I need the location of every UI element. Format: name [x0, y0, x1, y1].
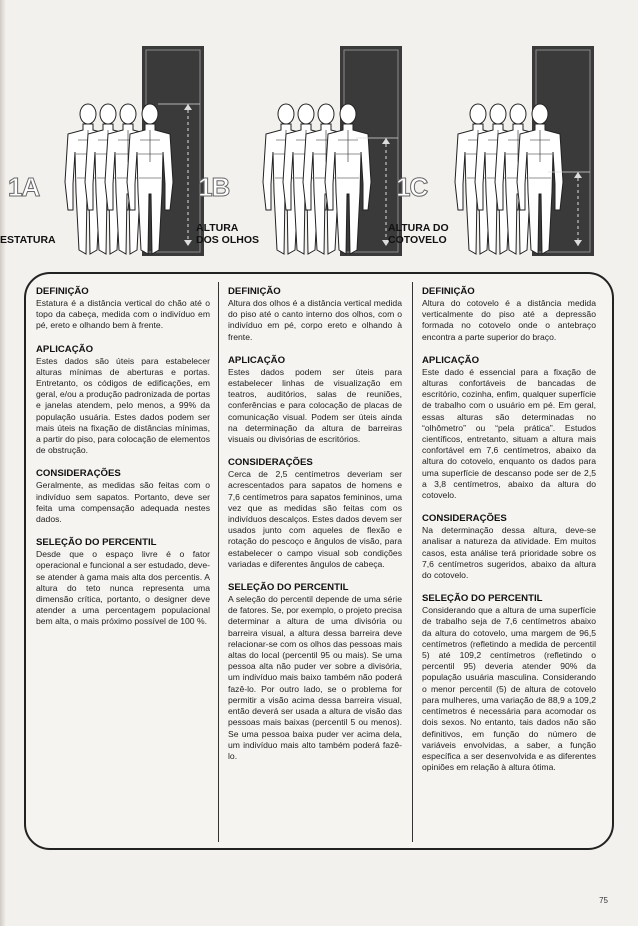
- page-number: 75: [599, 896, 608, 905]
- section-text: A seleção do percentil depende de uma série de fatores. Se, por exemplo, o projeto precisa determinar a altura de uma divisória ou barreira visual, a altura dessa barreira deve relacionar-se com os olhos das pessoas mais altas do local (percentil 95 ou mais). Se uma pessoa alta não puder ver sobre a divisória, um indivíduo mais baixo também não poderá fazê-lo. Por outro lado, se o problema for permitir a visão acima dessa barreira visual, então deverá ser usada a altura de visão das pessoas mais baixas (percentil 5 ou menos). Se uma pessoa baixa puder ver acima dela, um indivíduo mais alto também poderá fazê-lo.: [228, 594, 402, 761]
- figure-1b: [196, 42, 411, 257]
- section-text: Desde que o espaço livre é o fator operacional e funcional a ser estudado, deve-se atender à gama mais alta dos percentis. A altura do teto nunca representa uma dimensão crítica, portanto, o designer deve atender a uma percentagem populacional bem alta, o mais próximo possível de 100 %.: [36, 549, 210, 627]
- figure-label-line: ALTURA DO: [388, 222, 449, 234]
- section-heading: SELEÇÃO DO PERCENTIL: [228, 582, 349, 594]
- section-text: Este dado é essencial para a fixação de alturas confortáveis de bancadas de escritório, cozinha, enfim, qualquer superfície de trabalho com o usuário em pé. Em geral, essas alturas são determinadas no “olhômetro” ou “pela prática”. Estudos científicos, entretanto, situam a altura mais confortável em 7,6 centímetros, abaixo da altura do cotovelo, enquanto os dados para uma superfície de descanso pode ser de 2,5 a 3,8 centímetros, abaixo da altura do cotovelo.: [422, 366, 596, 501]
- section-text: Considerando que a altura de uma superfície de trabalho seja de 7,6 centímetros abaixo da altura do cotovelo, uma margem de 96,5 centímetros (refletindo a medida de percentil 5) até 109,2 centímetros (refletindo o percentil 95) deveria atender 90% da população usuária masculina. Considerando o menor percentil (5) de altura de cotovelo para mulheres, uma variação de 88,9 a 109,2 centímetros é necessária para acomodar os dois sexos. No entanto, tais dados não são definitivos, em função do número de variáveis envolvidas, a saber, a função específica a ser desenvolvida e as diferentes opiniões em relação à altura ótima.: [422, 605, 596, 773]
- figure-number: 1B: [198, 172, 230, 202]
- section-heading: CONSIDERAÇÕES: [422, 513, 507, 525]
- figure-label: [196, 222, 259, 246]
- section-heading: APLICAÇÃO: [36, 343, 94, 355]
- section-heading: SELEÇÃO DO PERCENTIL: [422, 593, 543, 605]
- figure-number: 1A: [8, 172, 40, 202]
- section-text: Estes dados podem ser úteis para estabelecer linhas de visualização em teatros, auditórios, salas de reuniões, conferências e para colocação de placas de comunicação visual. Podem ser úteis ainda na determinação da altura de barreiras visuais ou divisórias de escritórios.: [228, 366, 402, 445]
- section-text: Na determinação dessa altura, deve-se analisar a natureza da atividade. Em muitos casos, esta análise terá prioridade sobre os 7,6 centímetros sugeridos, abaixo da altura do cotovelo.: [422, 525, 596, 581]
- text-column: [422, 286, 596, 785]
- figure-number: 1C: [396, 172, 428, 202]
- page-edge-shadow: [0, 0, 6, 926]
- section-text: Altura dos olhos é a distância vertical medida do piso até o canto interno dos olhos, com o indivíduo em pé, corpo ereto e olhando à frente.: [228, 298, 402, 342]
- section-heading: CONSIDERAÇÕES: [228, 457, 313, 469]
- section-heading: DEFINIÇÃO: [422, 286, 475, 297]
- section-heading: APLICAÇÃO: [422, 354, 480, 366]
- figure-label-line: DOS OLHOS: [196, 234, 260, 246]
- section-text: Altura do cotovelo é a distância medida verticalmente do piso até a depressão formada no cotovelo onde o antebraço encontra a parte superior do braço.: [422, 298, 596, 342]
- figure-label-line: COTOVELO: [388, 234, 447, 246]
- figure-label-line: ESTATURA: [0, 234, 56, 246]
- section-heading: DEFINIÇÃO: [228, 286, 281, 297]
- section-text: Estatura é a distância vertical do chão até o topo da cabeça, medida com o indivíduo em pé, ereto e olhando bem à frente.: [36, 298, 210, 331]
- section-heading: DEFINIÇÃO: [36, 286, 89, 297]
- section-text: Cerca de 2,5 centímetros deveriam ser acrescentados para sapatos de homens e 7,6 centímetros para sapatos femininos, uma vez que as medidas são feitas com os indivíduos descalços. Estes dados devem ser usados junto com aqueles de flexão e rotação do pescoço e ângulos de visão, para estabelecer o campo visual sob condições variadas e diferentes ângulos de cabeça.: [228, 469, 402, 569]
- section-heading: CONSIDERAÇÕES: [36, 468, 121, 480]
- figure-label-line: ALTURA: [196, 222, 239, 234]
- column-divider: [218, 282, 219, 842]
- text-column: [36, 286, 210, 640]
- section-text: Estes dados são úteis para estabelecer alturas mínimas de aberturas e portas. Entretanto, os códigos de edificações, em geral, e/ou a produção padronizada de portas e janelas atendem, pelo menos, a 99% da população usuária. Estes dados podem ser mais úteis na fixação de distâncias mínimas, a partir do piso, para colocação de elementos de obstrução.: [36, 355, 210, 456]
- figure-label: [0, 234, 56, 246]
- figure-1c: [388, 42, 603, 257]
- column-divider: [412, 282, 413, 842]
- text-panel: [24, 272, 614, 850]
- figure-label: [388, 222, 449, 246]
- text-column: [228, 286, 402, 774]
- anthropometric-figure-illustration: [28, 42, 213, 257]
- section-heading: APLICAÇÃO: [228, 354, 286, 366]
- figure-1a: [0, 42, 213, 257]
- section-text: Geralmente, as medidas são feitas com o indivíduo sem sapatos. Portanto, deve ser feita uma compensação adequada nestes dados.: [36, 480, 210, 525]
- section-heading: SELEÇÃO DO PERCENTIL: [36, 537, 157, 549]
